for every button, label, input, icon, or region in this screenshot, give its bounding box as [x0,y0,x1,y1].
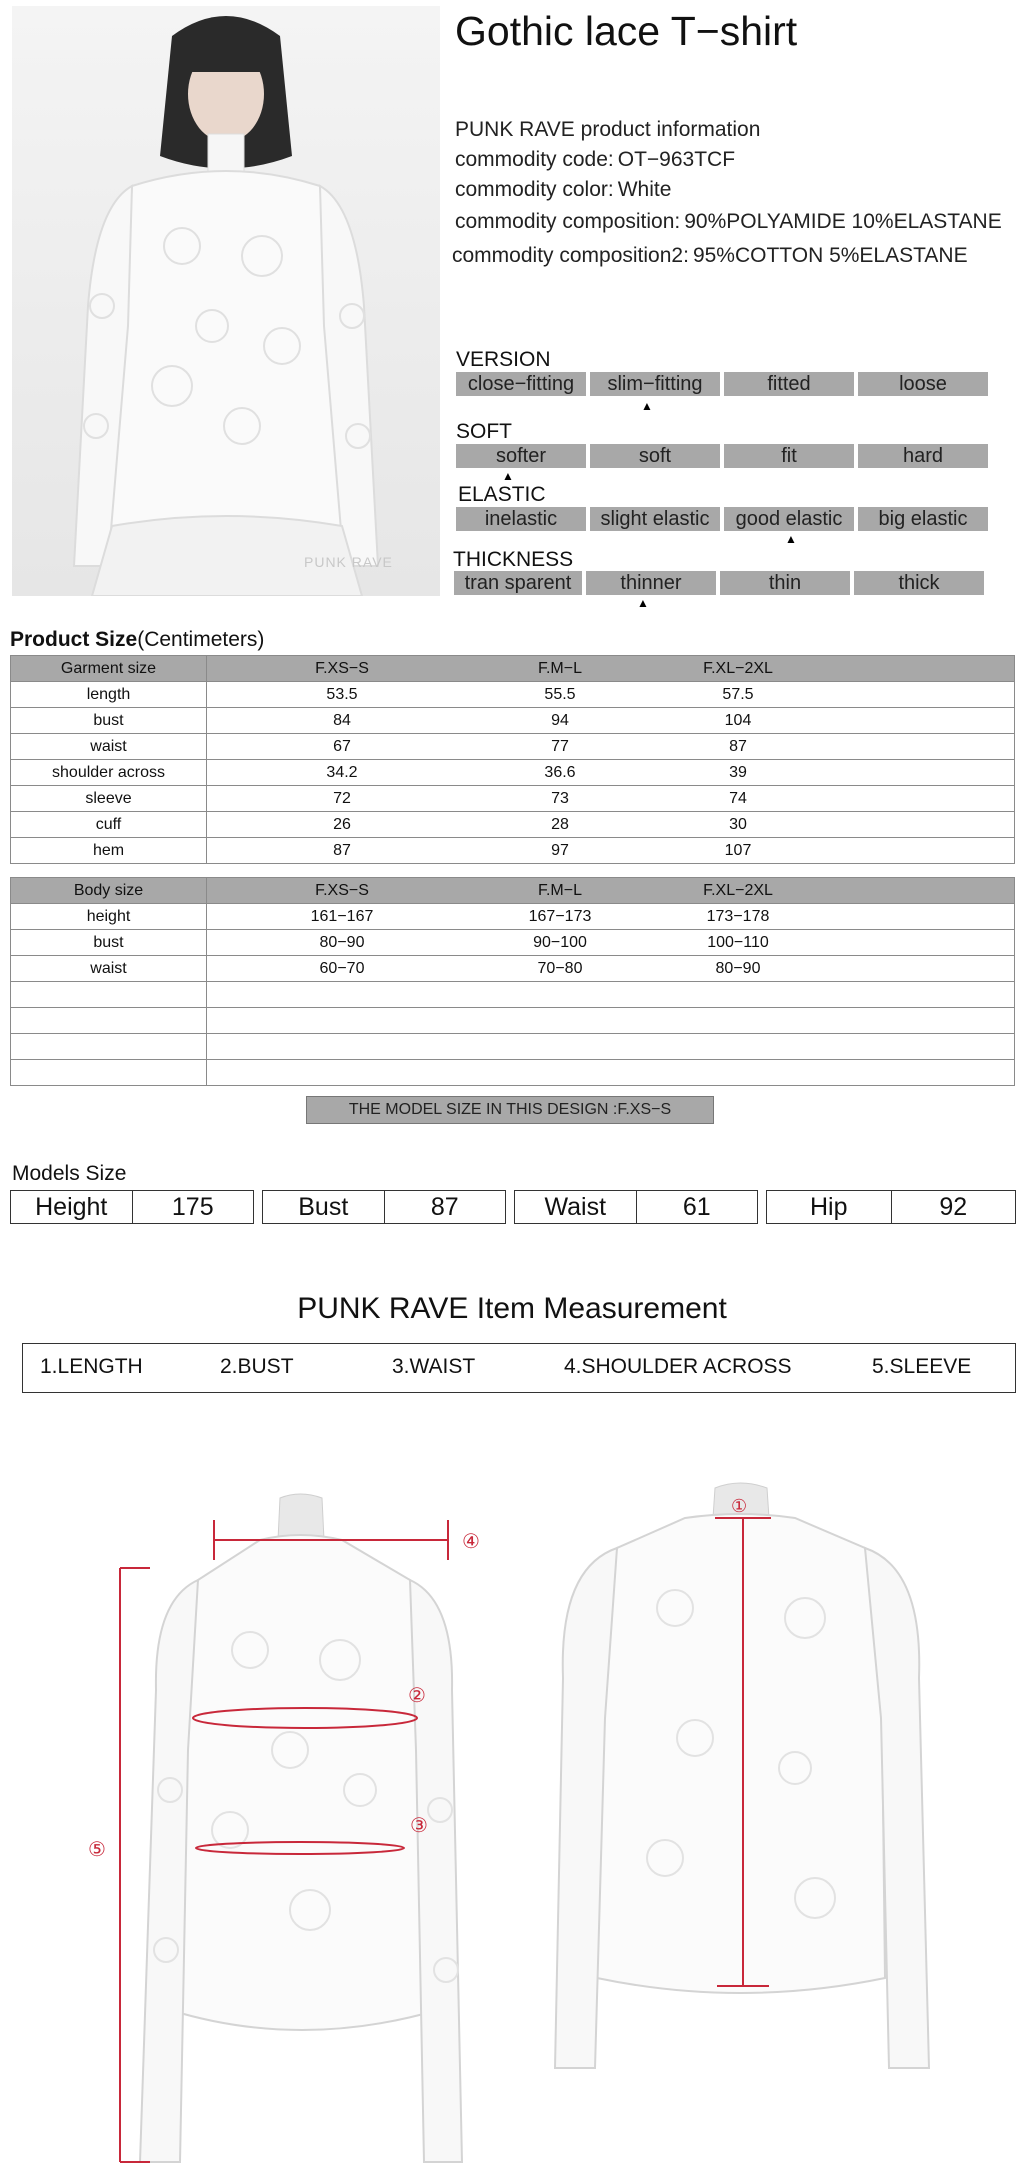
table-value: 90−100 [533,933,587,951]
commodity-color [455,178,671,202]
table-cell-label: hem [11,838,207,864]
measurement-title: PUNK RAVE Item Measurement [297,1292,727,1325]
scale-thickness-option: thick [854,571,984,595]
table-row-empty [11,1008,1015,1034]
measurement-item: 3.WAIST [392,1355,476,1378]
table-value: 34.2 [326,763,358,781]
table-value: 74 [729,789,747,807]
table-value: 84 [333,711,351,729]
table-row [11,760,1015,786]
models-size-value: 87 [384,1191,506,1223]
table-cell [207,1034,1015,1060]
table-header-row [11,656,1015,682]
models-size-bust [262,1190,506,1224]
table-value: 73 [551,789,569,807]
scale-elastic [456,507,986,531]
model-illustration [12,6,440,596]
table-header-size: F.M−L [537,881,582,899]
models-size-label: Height [35,1193,108,1221]
table-cell-label [11,1008,207,1034]
table-row [11,682,1015,708]
measure-marker-3-icon: ③ [410,1813,428,1837]
models-size-hip [766,1190,1016,1224]
product-size-title-bold: Product Size [10,628,138,651]
models-size-value: 61 [636,1191,758,1223]
table-value: 167−173 [528,907,592,925]
commodity-code-value: OT−963TCF [617,148,736,171]
table-value: 77 [551,737,569,755]
table-cell-label: height [11,904,207,930]
garment-back-diagram [545,1478,935,2078]
scale-thickness [454,571,988,595]
table-value: 97 [551,841,569,859]
body-size-table [10,877,1015,1086]
product-title: Gothic lace T−shirt [455,8,798,54]
table-value: 28 [551,815,569,833]
table-header-cell [207,878,1015,904]
table-cell [207,734,1015,760]
table-cell [207,838,1015,864]
table-value: 39 [729,763,747,781]
table-cell [207,904,1015,930]
table-value: 87 [729,737,747,755]
scale-elastic-option: slight elastic [590,507,720,531]
table-row-empty [11,982,1015,1008]
models-size-title: Models Size [12,1162,127,1185]
table-header-size: F.XL−2XL [703,659,773,677]
measure-marker-4-icon: ④ [462,1529,480,1553]
scale-thickness-option: thin [720,571,850,595]
table-cell-label [11,1060,207,1086]
models-size-label: Hip [809,1193,848,1221]
table-header-cell: Body size [11,878,207,904]
photo-watermark: PUNK RAVE [304,554,393,570]
models-size-value: 92 [891,1191,1016,1223]
table-header-cell: Garment size [11,656,207,682]
measurement-item: 5.SLEEVE [872,1355,972,1378]
garment-front-diagram [88,1490,490,2170]
measurement-item: 2.BUST [220,1355,294,1378]
table-value: 107 [724,841,752,859]
garment-back-svg [545,1478,935,2078]
scale-soft [456,444,986,468]
commodity-composition2 [452,244,968,268]
scale-label-version: VERSION [456,348,551,371]
table-cell [207,760,1015,786]
scale-version-marker-icon: ▲ [641,399,653,413]
table-cell [207,1060,1015,1086]
commodity-composition2-value: 95%COTTON 5%ELASTANE [692,244,968,267]
product-size-title-unit: (Centimeters) [137,628,265,651]
table-header-size: F.M−L [537,659,582,677]
models-size-label: Bust [298,1193,349,1221]
scale-soft-option: fit [724,444,854,468]
table-value: 55.5 [544,685,576,703]
table-value: 70−80 [537,959,583,977]
scale-version-option: slim−fitting [590,372,720,396]
table-cell [207,1008,1015,1034]
table-header-size: F.XS−S [315,659,369,677]
table-value: 57.5 [722,685,754,703]
commodity-color-label: commodity color: [455,178,614,201]
table-row-empty [11,1034,1015,1060]
models-size-value: 175 [132,1191,254,1223]
scale-thickness-marker-icon: ▲ [637,596,649,610]
scale-soft-option: soft [590,444,720,468]
measurement-item: 4.SHOULDER ACROSS [564,1355,792,1378]
table-cell-label: length [11,682,207,708]
scale-version-option: loose [858,372,988,396]
scale-soft-marker-icon: ▲ [502,469,514,483]
scale-version-option: fitted [724,372,854,396]
table-cell [207,812,1015,838]
table-row-empty [11,1060,1015,1086]
table-cell-label: cuff [11,812,207,838]
table-cell-label: waist [11,734,207,760]
table-value: 104 [724,711,752,729]
models-size-waist [514,1190,758,1224]
table-row [11,956,1015,982]
table-header-size: F.XS−S [315,881,369,899]
commodity-composition-value: 90%POLYAMIDE 10%ELASTANE [684,210,1002,233]
model-photo [12,6,440,596]
measurement-legend [22,1343,1016,1393]
scale-soft-option: softer [456,444,586,468]
table-value: 100−110 [707,933,769,951]
table-cell [207,982,1015,1008]
table-row [11,930,1015,956]
commodity-code [455,148,735,172]
measure-marker-1-icon: ① [731,1496,748,1517]
scale-elastic-marker-icon: ▲ [785,532,797,546]
table-cell [207,786,1015,812]
table-row [11,734,1015,760]
table-row [11,786,1015,812]
table-value: 30 [729,815,747,833]
table-row [11,838,1015,864]
table-value: 60−70 [319,959,365,977]
table-cell-label [11,982,207,1008]
table-value: 80−90 [715,959,761,977]
table-cell [207,930,1015,956]
models-size-row [10,1190,1016,1224]
scale-elastic-option: big elastic [858,507,988,531]
models-size-label: Waist [544,1193,607,1221]
commodity-composition2-label: commodity composition2: [452,244,689,267]
commodity-color-value: White [617,178,672,201]
table-cell-label: waist [11,956,207,982]
table-value: 53.5 [326,685,358,703]
table-cell-label: sleeve [11,786,207,812]
product-size-table [10,655,1015,864]
commodity-composition-label: commodity composition: [455,210,681,233]
scale-label-elastic: ELASTIC [458,483,546,506]
table-header-cell [207,656,1015,682]
scale-version [456,372,986,396]
table-header-row [11,878,1015,904]
table-value: 80−90 [319,933,365,951]
scale-thickness-option: tran sparent [454,571,582,595]
scale-version-option: close−fitting [456,372,586,396]
table-cell-label: bust [11,930,207,956]
info-header [455,118,760,142]
table-value: 36.6 [544,763,576,781]
table-header-size: F.XL−2XL [703,881,773,899]
scale-soft-option: hard [858,444,988,468]
table-value: 173−178 [706,907,770,925]
table-value: 94 [551,711,569,729]
scale-label-thickness: THICKNESS [453,548,574,571]
commodity-code-label: commodity code: [455,148,614,171]
scale-elastic-option: inelastic [456,507,586,531]
scale-elastic-option: good elastic [724,507,854,531]
table-cell-label: shoulder across [11,760,207,786]
table-row [11,812,1015,838]
table-value: 72 [333,789,351,807]
table-value: 67 [333,737,351,755]
scale-label-soft: SOFT [456,420,512,443]
table-cell [207,956,1015,982]
commodity-composition [455,210,1002,234]
measurement-item: 1.LENGTH [40,1355,143,1378]
garment-front-svg [88,1490,490,2170]
models-size-height [10,1190,254,1224]
table-row [11,904,1015,930]
table-cell [207,708,1015,734]
scale-thickness-option: thinner [586,571,716,595]
product-size-title [10,628,264,652]
measure-marker-5-icon: ⑤ [88,1837,106,1861]
table-cell-label: bust [11,708,207,734]
model-size-in-design: THE MODEL SIZE IN THIS DESIGN :F.XS−S [306,1096,714,1124]
table-cell [207,682,1015,708]
info-header-text: PUNK RAVE product information [455,118,761,141]
table-value: 161−167 [310,907,374,925]
measure-marker-2-icon: ② [408,1683,426,1707]
table-cell-label [11,1034,207,1060]
table-row [11,708,1015,734]
table-value: 87 [333,841,351,859]
table-value: 26 [333,815,351,833]
